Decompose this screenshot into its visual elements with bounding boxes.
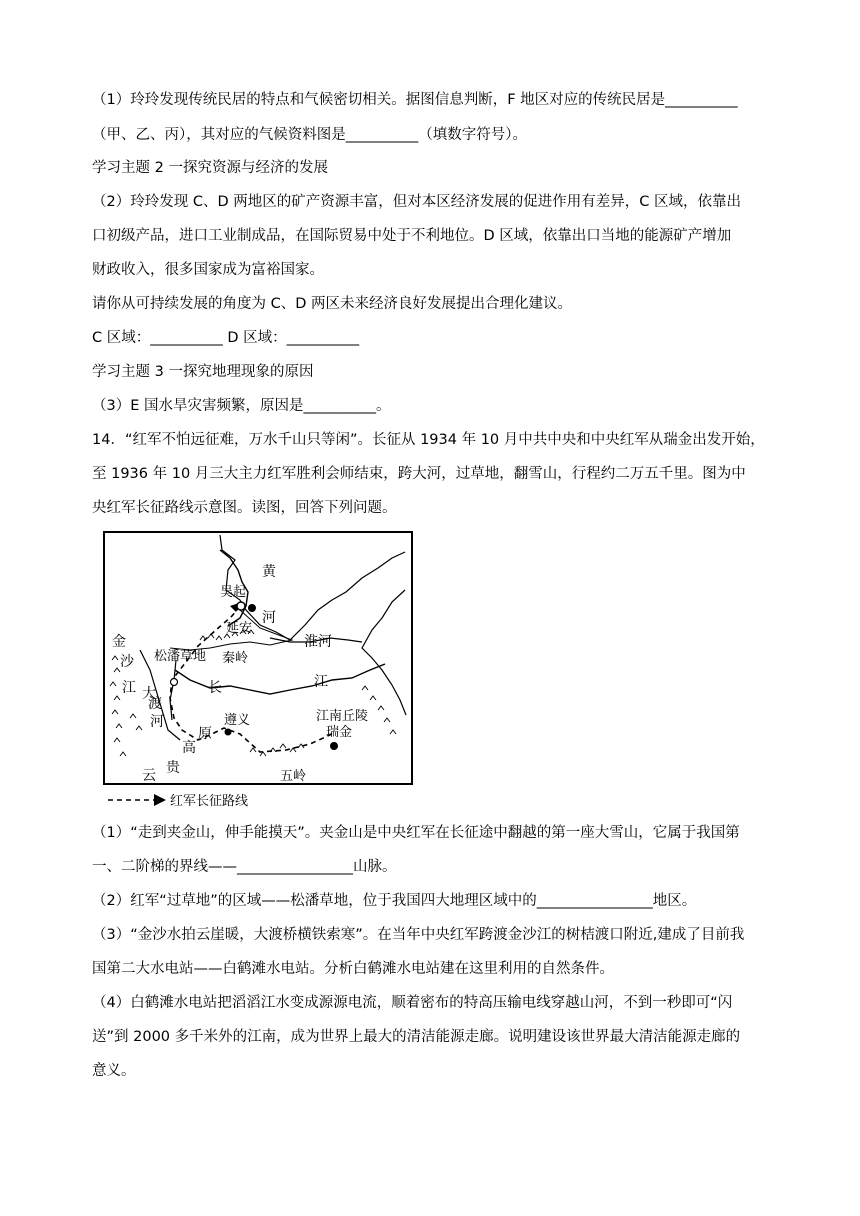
topic2-heading: 学习主题 2 一探究资源与经济的发展 bbox=[92, 160, 328, 176]
label-huaihe: 淮河 bbox=[304, 634, 332, 650]
label-du: 渡 bbox=[148, 696, 162, 712]
q14-2-line: （2）红军“过草地”的区域——松潘草地，位于我国四大地理区域中的________________地区。 bbox=[92, 893, 697, 909]
q14-4-line1: （4）白鹤滩水电站把滔滔江水变成源源电流，顺着密布的特高压输电线穿越山河，不到一秒即可“闪 bbox=[92, 995, 733, 1011]
long-march-map bbox=[100, 530, 420, 810]
q14-4-line3: 意义。 bbox=[92, 1063, 136, 1079]
label-jin: 金 bbox=[112, 634, 126, 650]
ruijin-point bbox=[330, 742, 338, 750]
q13-3-line: （3）E 国水旱灾害频繁，原因是__________。 bbox=[92, 398, 391, 414]
q14-intro-line1: 14．“红军不怕远征难，万水千山只等闲”。长征从 1934 年 10 月中共中央和中央红军从瑞金出发开始， bbox=[92, 432, 765, 448]
q14-intro-line2: 至 1936 年 10 月三大主力红军胜利会师结束，跨大河，过草地，翻雪山，行程约二万五千里。图为中 bbox=[92, 466, 746, 482]
label-wuqi: 吴起 bbox=[220, 585, 247, 600]
label-songpan: 松潘草地 bbox=[154, 649, 207, 664]
label-he-dadu: 河 bbox=[150, 714, 164, 730]
q13-2-line3: 财政收入，很多国家成为富裕国家。 bbox=[92, 262, 324, 278]
q13-1-line2: （甲、乙、丙），其对应的气候资料图是__________（填数字符号）。 bbox=[92, 127, 527, 143]
q13-2-prompt: 请你从可持续发展的角度为 C、D 两区未来经济良好发展提出合理化建议。 bbox=[92, 296, 573, 312]
label-yun: 云 bbox=[142, 768, 156, 784]
q13-2-answer-blanks: C 区域：__________ D 区域：__________ bbox=[92, 330, 360, 346]
q14-3-line1: （3）“金沙水拍云崖暖，大渡桥横铁索寒”。在当年中央红军跨渡金沙江的树桔渡口附近,建成了目前我 bbox=[92, 927, 745, 943]
long-march-map-svg bbox=[100, 530, 420, 810]
label-yuan: 原 bbox=[198, 726, 212, 742]
label-da: 大 bbox=[142, 686, 156, 702]
q13-2-line2: 口初级产品，进口工业制成品，在国际贸易中处于不利地位。D 区域，依靠出口当地的能源矿产增加 bbox=[92, 228, 732, 244]
label-gao: 高 bbox=[182, 740, 196, 756]
map-frame bbox=[104, 532, 412, 784]
label-chang: 长 bbox=[208, 680, 222, 696]
legend-label: 红军长征路线 bbox=[170, 794, 249, 809]
wuqi-point bbox=[237, 602, 245, 610]
label-jiang-left: 江 bbox=[122, 680, 136, 696]
q14-1-line2: 一、二阶梯的界线——________________山脉。 bbox=[92, 859, 397, 875]
label-qinling: 秦岭 bbox=[222, 651, 249, 666]
q14-1-line1: （1）“走到夹金山，伸手能摸天”。夹金山是中央红军在长征途中翻越的第一座大雪山，它属于我国第 bbox=[92, 825, 740, 841]
yanan-point bbox=[248, 604, 256, 612]
q14-intro-line3: 央红军长征路线示意图。读图，回答下列问题。 bbox=[92, 500, 397, 516]
label-wuling: 五岭 bbox=[280, 769, 307, 784]
zunyi-point bbox=[225, 729, 232, 736]
legend-arrowhead bbox=[154, 794, 166, 806]
label-huang: 黄 bbox=[262, 564, 276, 580]
label-ruijin: 瑞金 bbox=[326, 725, 353, 740]
label-sha: 沙 bbox=[120, 654, 134, 670]
label-jiang-river: 江 bbox=[314, 674, 328, 690]
label-yanan: 延安 bbox=[226, 621, 253, 636]
label-he: 河 bbox=[262, 610, 276, 626]
songpan-point bbox=[171, 679, 178, 686]
label-gui: 贵 bbox=[166, 760, 180, 776]
q14-4-line2: 送”到 2000 多千米外的江南，成为世界上最大的清洁能源走廊。说明建设该世界最大清洁能源走廊的 bbox=[92, 1029, 741, 1045]
q13-2-line1: （2）玲玲发现 C、D 两地区的矿产资源丰富，但对本区经济发展的促进作用有差异，C 区域，依靠出 bbox=[92, 194, 741, 210]
label-jiangnan: 江南丘陵 bbox=[316, 709, 369, 724]
label-zunyi: 遵义 bbox=[224, 713, 251, 728]
q13-1-line1: （1）玲玲发现传统民居的特点和气候密切相关。据图信息判断，F 地区对应的传统民居是__________ bbox=[92, 92, 738, 108]
q14-3-line2: 国第二大水电站——白鹤滩水电站。分析白鹤滩水电站建在这里利用的自然条件。 bbox=[92, 961, 614, 977]
topic3-heading: 学习主题 3 一探究地理现象的原因 bbox=[92, 364, 314, 380]
